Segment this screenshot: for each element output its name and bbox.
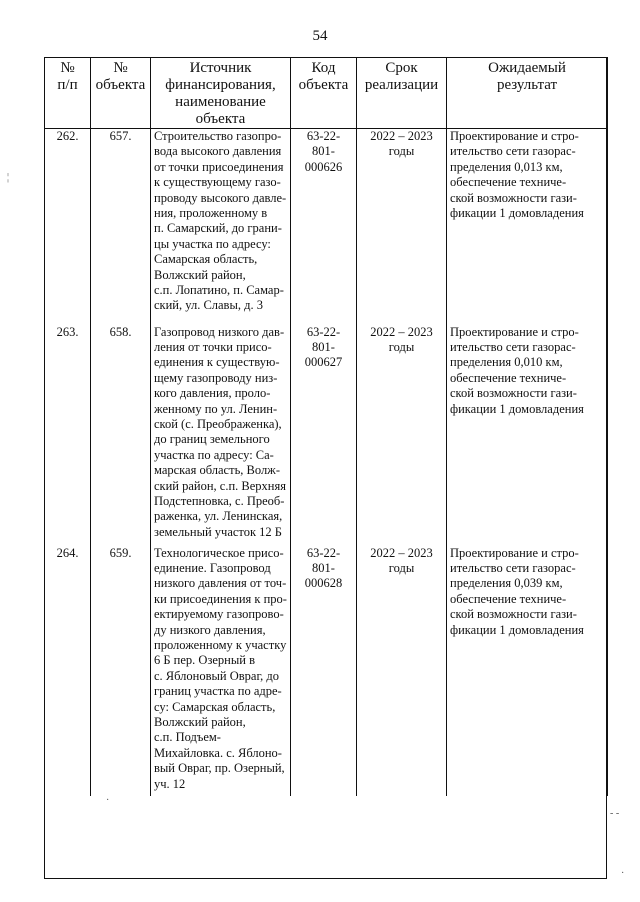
text-line: 801- xyxy=(312,560,335,575)
text-line: проводу высокого давле- xyxy=(154,190,287,205)
text-line: ский, ул. Славы, д. 3 xyxy=(154,298,263,313)
text-line: земельный участок 12 Б xyxy=(154,524,282,539)
text-line: участка по адресу: Са- xyxy=(154,447,274,462)
text-line: финансирования, xyxy=(165,77,276,93)
text-line: ительство сети газорас- xyxy=(450,339,576,354)
text-line: обеспечение техниче- xyxy=(450,175,567,190)
text-line: су: Самарская область, xyxy=(154,699,276,714)
text-line: № xyxy=(60,60,75,76)
text-line: Михайловка. с. Яблоно- xyxy=(154,745,282,760)
scan-mark: - - xyxy=(610,808,620,819)
row-object-number: 659. xyxy=(91,546,151,796)
text-line: до границ земельного xyxy=(154,432,270,447)
row-num: 264. xyxy=(45,546,91,796)
text-line: ской возможности гази- xyxy=(450,607,577,622)
table-row xyxy=(45,546,608,796)
text-line: 2022 – 2023 xyxy=(370,545,433,560)
text-line: ской возможности гази- xyxy=(450,386,577,401)
scan-mark: · xyxy=(621,868,625,879)
text-line: с.п. Лопатино, п. Самар- xyxy=(154,283,284,298)
header-num xyxy=(45,58,91,129)
text-line: 6 Б пер. Озерный в xyxy=(154,653,255,668)
text-line: реализации xyxy=(364,77,439,93)
header-result xyxy=(447,58,608,129)
text-line: 801- xyxy=(312,144,335,159)
row-period xyxy=(357,129,447,325)
text-line: с.п. Подъем- xyxy=(154,730,221,745)
text-line: ский район, с.п. Верхняя xyxy=(154,478,286,493)
text-line: Источник xyxy=(189,60,252,76)
text-line: ительство сети газорас- xyxy=(450,560,576,575)
text-line: объекта xyxy=(195,111,246,127)
text-line: Подстепновка, с. Преоб- xyxy=(154,493,285,508)
scan-mark: ¦ xyxy=(7,172,10,183)
text-line: п. Самарский, до грани- xyxy=(154,221,282,236)
text-line: пределения 0,039 км, xyxy=(450,576,563,591)
text-line: обеспечение техниче- xyxy=(450,370,567,385)
text-line: пределения 0,010 км, xyxy=(450,355,563,370)
text-line: 000628 xyxy=(304,576,343,591)
row-period xyxy=(357,546,447,796)
text-line: Срок xyxy=(385,60,418,76)
text-line: ления от точки присо- xyxy=(154,339,272,354)
row-result xyxy=(447,325,608,546)
text-line: к существующему газо- xyxy=(154,175,281,190)
text-line: фикации 1 домовладения xyxy=(450,206,584,221)
text-line: цы участка по адресу: xyxy=(154,236,271,251)
text-line: ской возможности гази- xyxy=(450,190,577,205)
text-line: 2022 – 2023 xyxy=(370,324,433,339)
text-line: ской (с. Преображенка), xyxy=(154,416,282,431)
text-line: ительство сети газорас- xyxy=(450,144,576,159)
row-period xyxy=(357,325,447,546)
text-line: единение. Газопровод xyxy=(154,560,271,575)
text-line: Проектирование и стро- xyxy=(450,129,579,143)
text-line: обеспечение техниче- xyxy=(450,591,567,606)
text-line: результат xyxy=(496,77,558,93)
row-code xyxy=(291,325,357,546)
text-line: наименование xyxy=(175,94,266,110)
table-row xyxy=(45,325,608,546)
text-line: объекта xyxy=(298,77,349,93)
text-line: Волжский район, xyxy=(154,714,246,729)
row-result xyxy=(447,546,608,796)
header-period xyxy=(357,58,447,129)
text-line: 2022 – 2023 xyxy=(370,129,433,143)
text-line: 801- xyxy=(312,339,335,354)
text-line: Газопровод низкого дав- xyxy=(154,324,285,339)
header-code xyxy=(291,58,357,129)
row-source xyxy=(151,546,291,796)
text-line: годы xyxy=(388,339,415,354)
text-line: Проектирование и стро- xyxy=(450,545,579,560)
row-object-number: 658. xyxy=(91,325,151,546)
text-line: Код xyxy=(311,60,336,76)
row-code xyxy=(291,546,357,796)
text-line: 000627 xyxy=(304,355,343,370)
text-line: 63-22- xyxy=(306,324,341,339)
table-header-row xyxy=(45,58,608,129)
text-line: уч. 12 xyxy=(154,776,186,791)
text-line: 63-22- xyxy=(306,129,341,143)
text-line: фикации 1 домовладения xyxy=(450,622,584,637)
row-num: 263. xyxy=(45,325,91,546)
text-line: ду низкого давления, xyxy=(154,622,266,637)
row-num: 262. xyxy=(45,129,91,325)
text-line: ния, проложенному в xyxy=(154,206,268,221)
text-line: единения к существую- xyxy=(154,355,280,370)
text-line: Строительство газопро- xyxy=(154,129,282,143)
header-object-number xyxy=(91,58,151,129)
text-line: годы xyxy=(388,560,415,575)
text-line: с. Яблоновый Овраг, до xyxy=(154,668,280,683)
text-line: Самарская область, xyxy=(154,252,258,267)
text-line: фикации 1 домовладения xyxy=(450,401,584,416)
text-line: 63-22- xyxy=(306,545,341,560)
text-line: годы xyxy=(388,144,415,159)
text-line: границ участка по адре- xyxy=(154,684,282,699)
text-line: объекта xyxy=(95,77,146,93)
text-line: Технологическое присо- xyxy=(154,545,284,560)
text-line: п/п xyxy=(57,77,78,93)
scan-mark: · xyxy=(106,795,110,806)
row-source xyxy=(151,129,291,325)
text-line: ки присоединения к про- xyxy=(154,591,287,606)
text-line: Проектирование и стро- xyxy=(450,324,579,339)
text-line: 000626 xyxy=(304,159,343,174)
text-line: № xyxy=(113,60,128,76)
text-line: вода высокого давления xyxy=(154,144,282,159)
text-line: пределения 0,013 км, xyxy=(450,159,563,174)
text-line: ектируемому газопрово- xyxy=(154,607,284,622)
row-source xyxy=(151,325,291,546)
page-number: 54 xyxy=(312,28,328,44)
text-line: низкого давления от точ- xyxy=(154,576,287,591)
text-line: проложенному к участку xyxy=(154,637,287,652)
row-code xyxy=(291,129,357,325)
objects-table xyxy=(44,57,608,796)
row-result xyxy=(447,129,608,325)
text-line: раженка, ул. Ленинская, xyxy=(154,509,283,524)
text-line: Волжский район, xyxy=(154,267,246,282)
text-line: щему газопроводу низ- xyxy=(154,370,278,385)
header-source xyxy=(151,58,291,129)
table-row xyxy=(45,129,608,325)
text-line: от точки присоединения xyxy=(154,159,284,174)
text-line: женному по ул. Ленин- xyxy=(154,401,278,416)
text-line: вый Овраг, пр. Озерный, xyxy=(154,761,285,776)
row-object-number: 657. xyxy=(91,129,151,325)
text-line: марская область, Волж- xyxy=(154,463,280,478)
text-line: Ожидаемый xyxy=(488,60,566,76)
text-line: кого давления, проло- xyxy=(154,386,271,401)
